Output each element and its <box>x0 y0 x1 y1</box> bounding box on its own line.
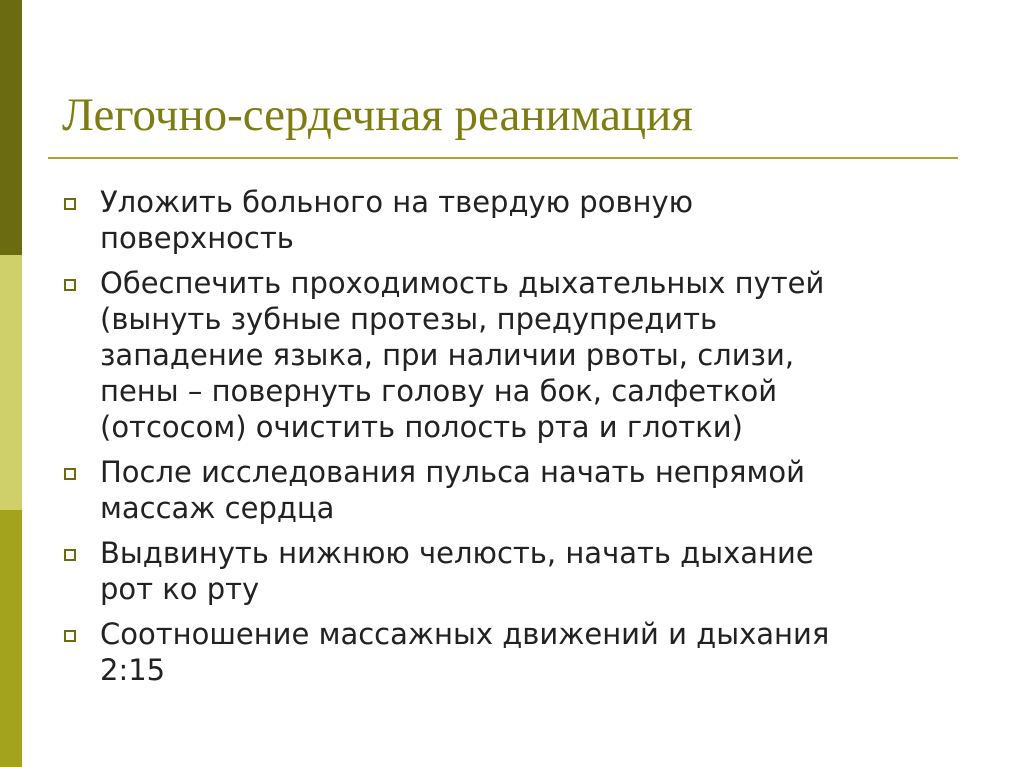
left-accent-strip-top <box>0 0 22 255</box>
bullet-item <box>64 454 964 526</box>
bullet-text: Обеспечить проходимость дыхательных путей (вынуть зубные протезы, предупредить западение языка, при наличии рвоты, слизи, пены – повернуть голову на бок, салфеткой (отсосом) очистить полость рта и глотки) <box>100 266 825 444</box>
bullet-list <box>64 184 964 697</box>
hollow-square-bullet-icon <box>64 468 76 480</box>
hollow-square-bullet-icon <box>64 630 76 642</box>
left-accent-strip-bottom <box>0 510 22 767</box>
bullet-text: Уложить больного на твердую ровную поверхность <box>100 185 694 255</box>
bullet-item <box>64 265 964 445</box>
bullet-text: Выдвинуть нижнюю челюсть, начать дыхание рот ко рту <box>100 536 814 606</box>
left-accent-strip-middle <box>0 255 22 510</box>
slide-title: Легочно-сердечная реанимация <box>62 89 693 141</box>
hollow-square-bullet-icon <box>64 549 76 561</box>
bullet-text: После исследования пульса начать непрямой массаж сердца <box>100 455 805 525</box>
bullet-item <box>64 184 964 256</box>
hollow-square-bullet-icon <box>64 279 76 291</box>
bullet-text: Соотношение массажных движений и дыхания 2:15 <box>100 617 830 687</box>
title-underline <box>48 157 958 159</box>
bullet-item <box>64 535 964 607</box>
hollow-square-bullet-icon <box>64 198 76 210</box>
bullet-item <box>64 616 964 688</box>
